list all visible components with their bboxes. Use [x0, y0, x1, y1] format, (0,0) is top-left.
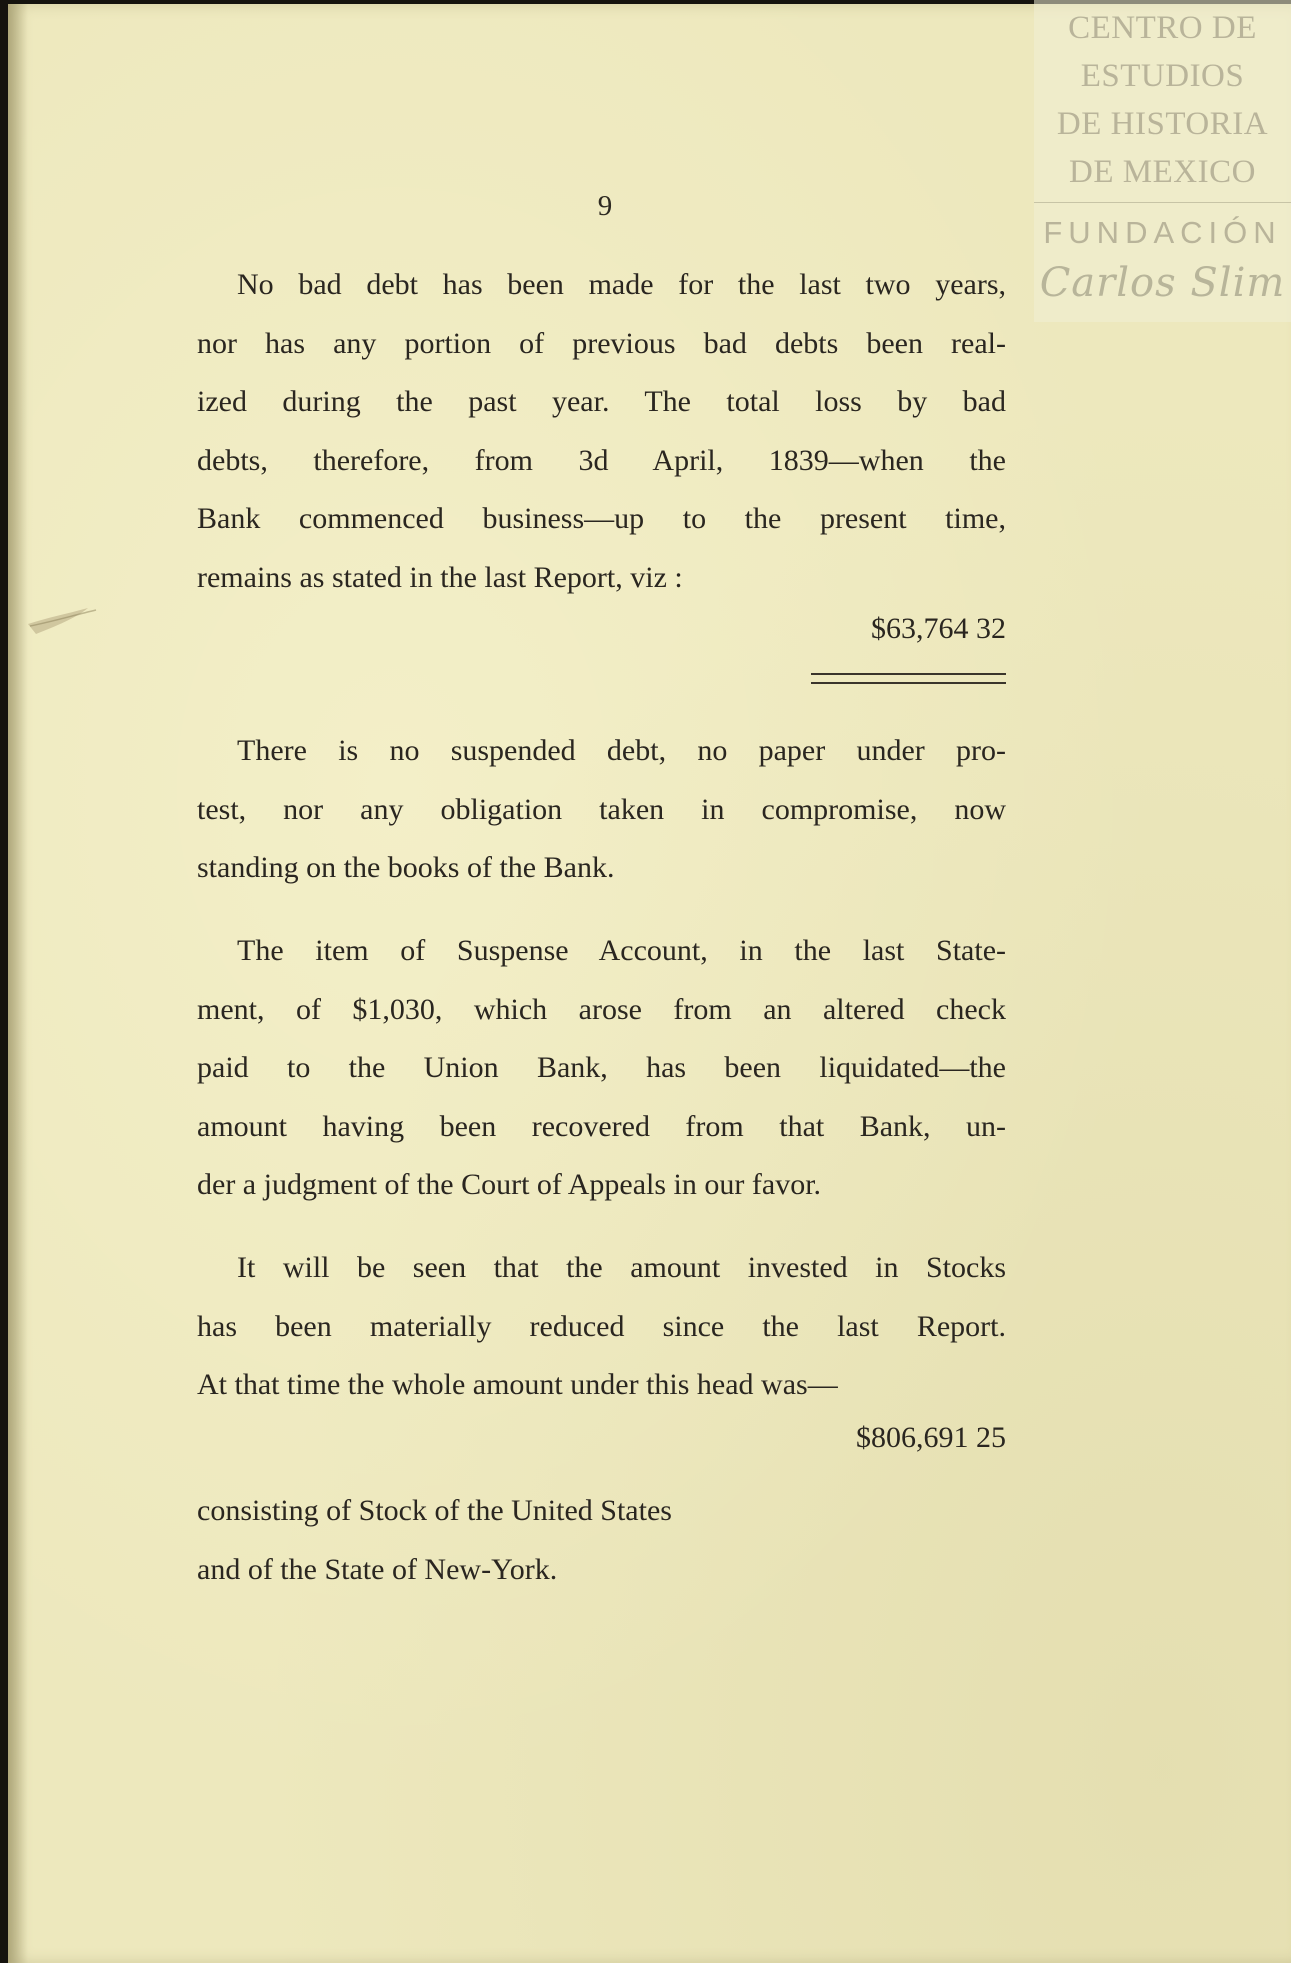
text-line: test, nor any obligation taken in compromise, now — [197, 792, 1006, 826]
paragraph-suspended-debt — [197, 722, 1006, 898]
text-line: der a judgment of the Court of Appeals in our favor. — [197, 1168, 822, 1201]
watermark-foundation: FUNDACIÓN — [1043, 215, 1282, 250]
text-line: Bank commenced business—up to the present time, — [197, 502, 1006, 535]
text-line: ment, of $1,030, which arose from an altered check — [197, 992, 1006, 1026]
text-line: No bad debt has been made for the last two years, — [237, 268, 1006, 301]
paragraph-stocks — [197, 1239, 1006, 1415]
text-line: remains as stated in the last Report, viz : — [197, 560, 683, 594]
text-line: There is no suspended debt, no paper under pro- — [237, 734, 1006, 767]
watermark-signature: Carlos Slim — [1039, 260, 1286, 306]
paragraph-stock-composition — [197, 1482, 1006, 1599]
watermark-divider — [1034, 202, 1291, 203]
watermark-line: ESTUDIOS — [1080, 58, 1245, 94]
text-line: standing on the books of the Bank. — [197, 851, 615, 884]
bad-debt-total-amount: $63,764 32 — [871, 612, 1006, 645]
page-binding-edge — [8, 4, 28, 1963]
text-line: nor has any portion of previous bad debts been real- — [197, 326, 1006, 360]
text-line: has been materially reduced since the last Report. — [197, 1309, 1006, 1343]
text-line: paid to the Union Bank, has been liquidated—the — [197, 1051, 1006, 1084]
text-line: amount having been recovered from that Bank, un- — [197, 1109, 1006, 1143]
text-line: debts, therefore, from 3d April, 1839—when the — [197, 443, 1006, 477]
archive-watermark — [1034, 0, 1291, 322]
text-line: It will be seen that the amount invested in Stocks — [237, 1251, 1006, 1284]
text-line: ized during the past year. The total loss by bad — [197, 385, 1006, 418]
watermark-line: DE MEXICO — [1069, 154, 1256, 190]
total-double-rule — [811, 673, 1006, 684]
paragraph-bad-debts — [197, 256, 1006, 607]
watermark-line: CENTRO DE — [1068, 10, 1257, 46]
text-line: At that time the whole amount under this head was— — [197, 1368, 838, 1401]
text-line: consisting of Stock of the United States — [197, 1494, 672, 1527]
text-line: The item of Suspense Account, in the last State- — [237, 934, 1006, 967]
page-number: 9 — [597, 190, 613, 222]
watermark-center-name — [1034, 0, 1291, 196]
stocks-total-amount: $806,691 25 — [856, 1421, 1006, 1454]
text-line: and of the State of New-York. — [197, 1552, 558, 1586]
paper-tear-mark — [26, 604, 116, 644]
paragraph-suspense-account — [197, 922, 1006, 1215]
watermark-line: DE HISTORIA — [1056, 106, 1269, 142]
